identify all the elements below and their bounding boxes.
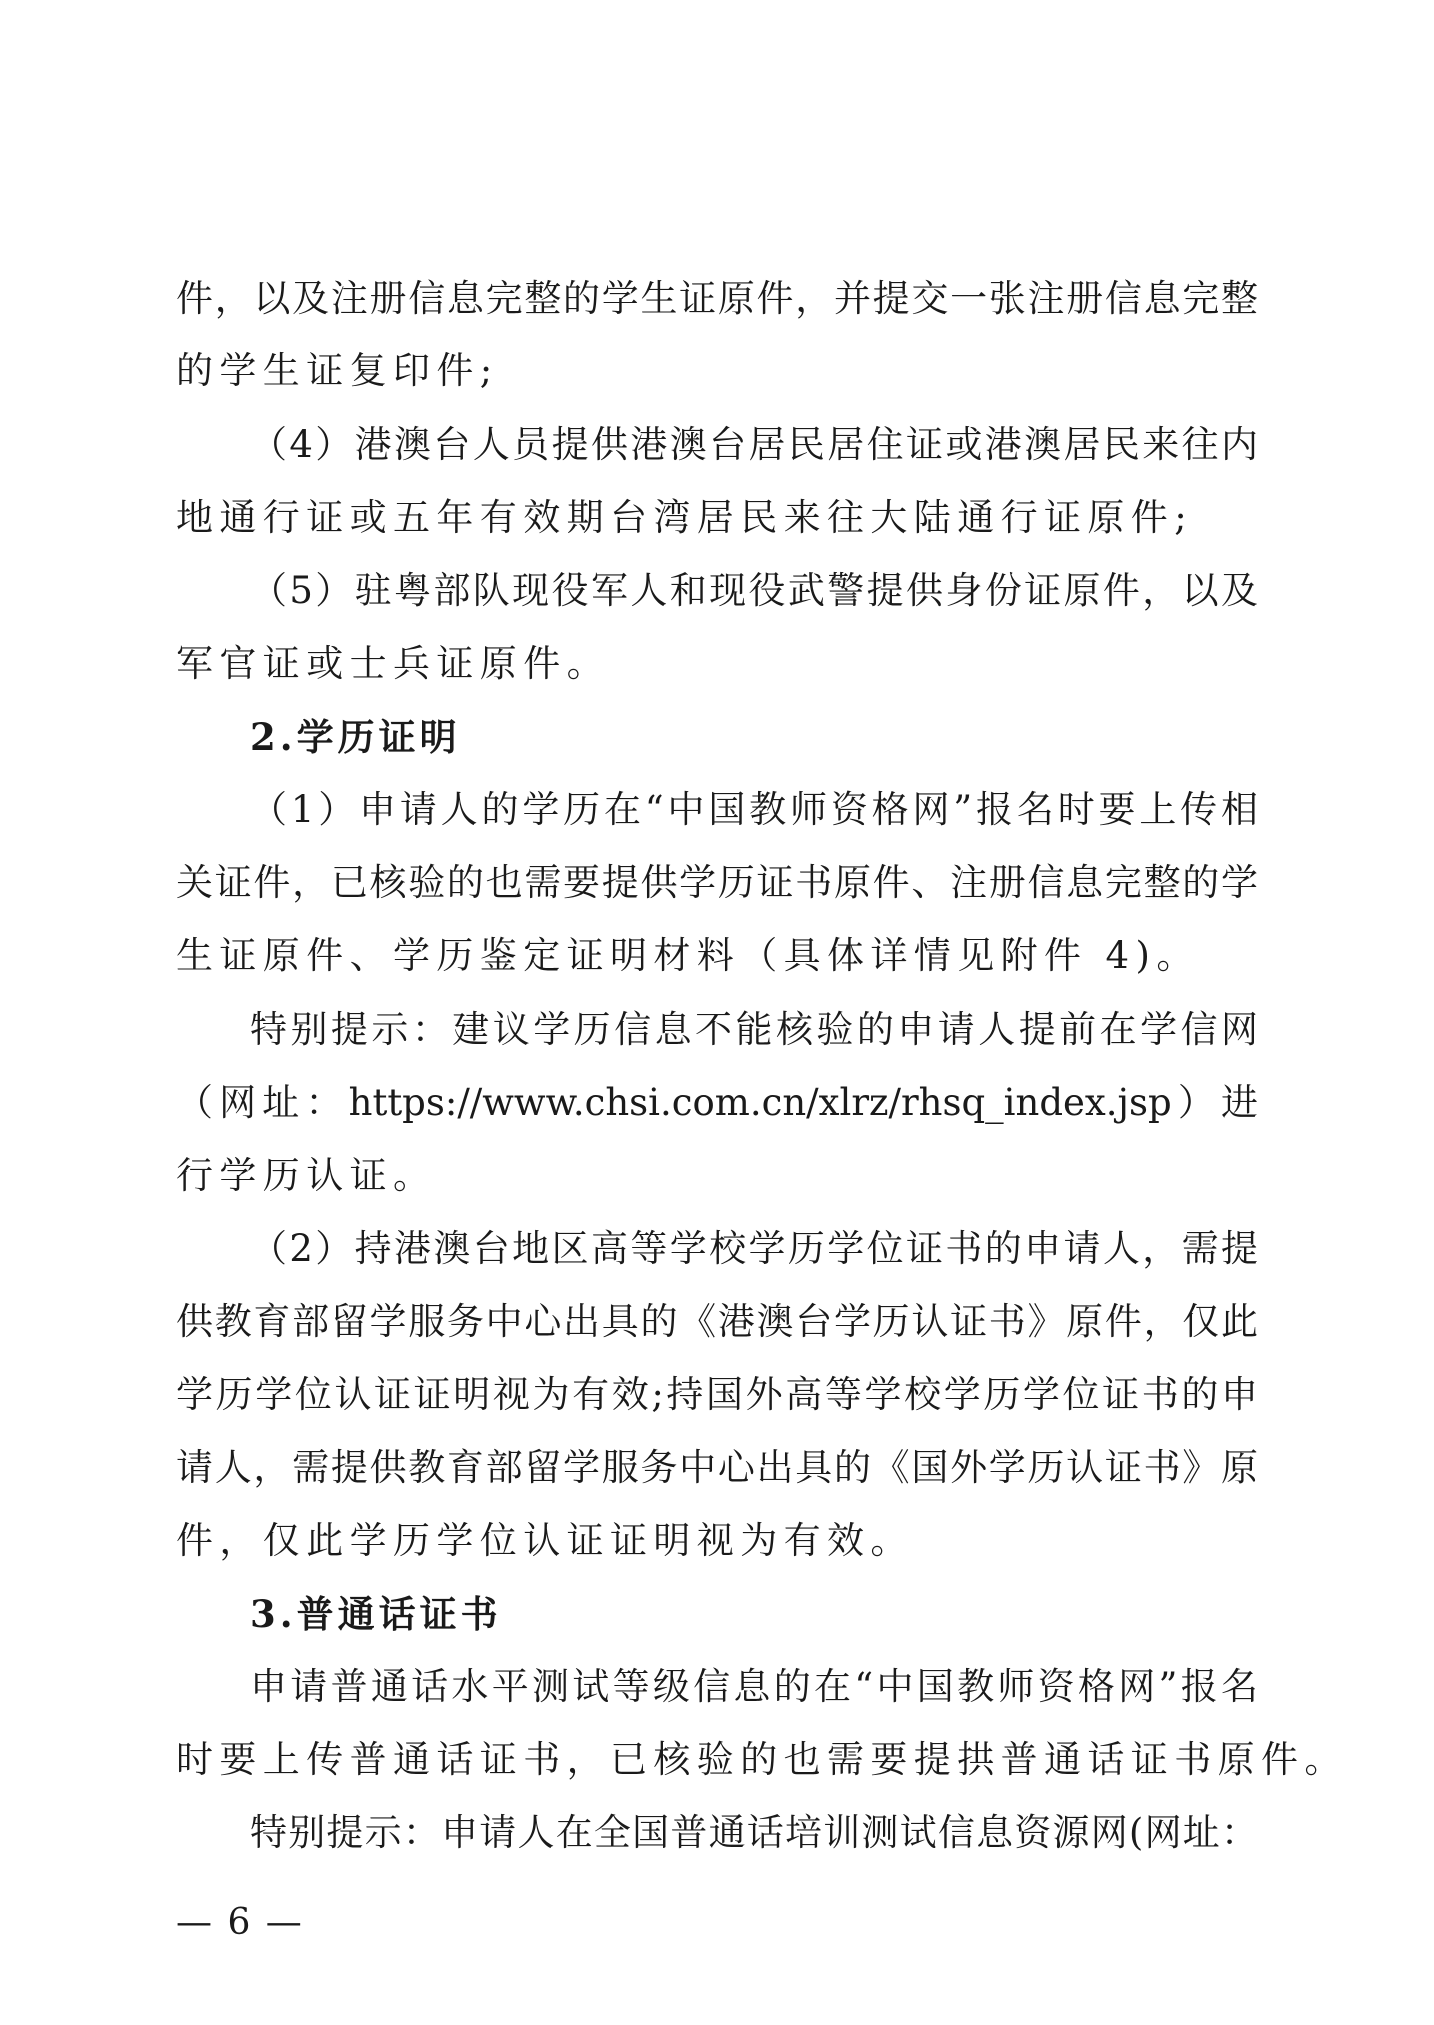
text-line: 申请普通话水平测试等级信息的在“中国教师资格网”报名 [250, 1665, 1258, 1708]
text-line: （4）港澳台人员提供港澳台居民居住证或港澳居民来往内 [250, 423, 1258, 466]
text-line: （5）驻粤部队现役军人和现役武警提供身份证原件，以及 [250, 569, 1258, 612]
text-line: 件，仅此学历学位认证证明视为有效。 [176, 1519, 914, 1562]
text-line: 地通行证或五年有效期台湾居民来往大陆通行证原件; [176, 496, 1194, 539]
text-line: （网址：https://www.chsi.com.cn/xlrz/rhsq_index.jsp）进 [176, 1081, 1258, 1124]
section-heading: 2.学历证明 [250, 715, 461, 759]
text-line: 特别提示：建议学历信息不能核验的申请人提前在学信网 [250, 1008, 1258, 1051]
text-line: 时要上传普通话证书，已核验的也需要提拱普通话证书原件。 [176, 1738, 1348, 1781]
text-line: 的学生证复印件; [176, 349, 499, 392]
text-line: 行学历认证。 [176, 1154, 437, 1197]
text-line: 学历学位认证证明视为有效;持国外高等学校学历学位证书的申 [176, 1373, 1258, 1416]
page-number: — 6 — [176, 1902, 304, 1943]
text-line: 件，以及注册信息完整的学生证原件，并提交一张注册信息完整 [176, 277, 1258, 320]
text-line: 请人，需提供教育部留学服务中心出具的《国外学历认证书》原 [176, 1446, 1258, 1489]
text-line: 生证原件、学历鉴定证明材料（具体详情见附件 4)。 [176, 934, 1200, 977]
text-line: 供教育部留学服务中心出具的《港澳台学历认证书》原件，仅此 [176, 1300, 1258, 1343]
text-line: 特别提示：申请人在全国普通话培训测试信息资源网(网址： [250, 1811, 1258, 1854]
text-line: 关证件，已核验的也需要提供学历证书原件、注册信息完整的学 [176, 861, 1258, 904]
text-line: （1）申请人的学历在“中国教师资格网”报名时要上传相 [250, 788, 1258, 831]
text-line: 军官证或士兵证原件。 [176, 642, 610, 685]
section-heading: 3.普通话证书 [250, 1592, 502, 1636]
text-line: （2）持港澳台地区高等学校学历学位证书的申请人，需提 [250, 1227, 1258, 1270]
